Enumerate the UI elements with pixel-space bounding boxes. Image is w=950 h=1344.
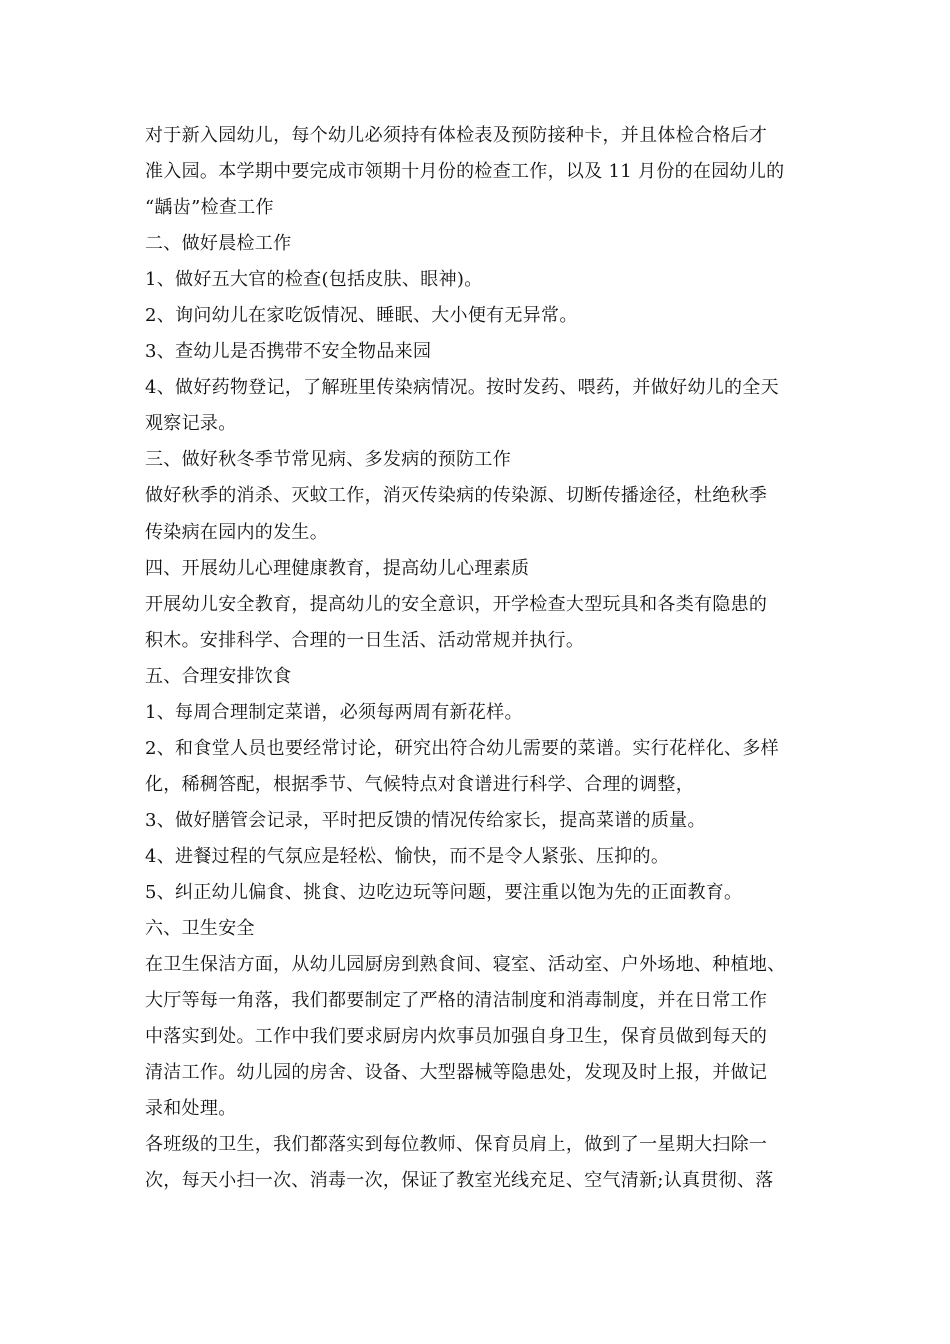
text-line: 开展幼儿安全教育，提高幼儿的安全意识，开学检查大型玩具和各类有隐患的 — [145, 593, 768, 615]
text-line: 化，稀稠答配，根据季节、气候特点对食谱进行科学、合理的调整， — [145, 773, 694, 795]
list-item: 2、和食堂人员也要经常讨论，研究出符合幼儿需要的菜谱。实行花样化、多样 — [145, 737, 779, 759]
text-line: 中落实到处。工作中我们要求厨房内炊事员加强自身卫生，保育员做到每天的 — [145, 1026, 768, 1048]
text-line: 录和处理。 — [145, 1098, 237, 1120]
list-item: 4、进餐过程的气氛应是轻松、愉快，而不是令人紧张、压抑的。 — [145, 845, 670, 867]
text-line: 准入园。本学期中要完成市领期十月份的检查工作，以及 11 月份的在园幼儿的 — [145, 161, 785, 183]
document-body — [145, 118, 825, 1199]
text-line: 做好秋季的消杀、灭蚊工作，消灭传染病的传染源、切断传播途径，杜绝秋季 — [145, 485, 768, 507]
section-heading: 四、开展幼儿心理健康教育，提高幼儿心理素质 — [145, 557, 530, 579]
text-line: 积木。安排科学、合理的一日生活、活动常规并执行。 — [145, 629, 585, 651]
section-heading: 六、卫生安全 — [145, 918, 255, 940]
text-line: 传染病在园内的发生。 — [145, 521, 328, 543]
list-item: 1、做好五大官的检查(包括皮肤、眼神)。 — [145, 269, 483, 291]
text-line: 清洁工作。幼儿园的房舍、设备、大型器械等隐患处，发现及时上报，并做记 — [145, 1062, 768, 1084]
text-line: 各班级的卫生，我们都落实到每位教师、保育员肩上，做到了一星期大扫除一 — [145, 1134, 768, 1156]
list-item: 2、询问幼儿在家吃饭情况、睡眠、大小便有无异常。 — [145, 305, 578, 327]
list-item: 1、每周合理制定菜谱，必须每两周有新花样。 — [145, 701, 523, 723]
list-item: 3、查幼儿是否携带不安全物品来园 — [145, 341, 432, 363]
section-heading: 三、做好秋冬季节常见病、多发病的预防工作 — [145, 449, 511, 471]
text-line: 对于新入园幼儿，每个幼儿必须持有体检表及预防接种卡，并且体检合格后才 — [145, 125, 768, 146]
section-heading: 五、合理安排饮食 — [145, 665, 292, 687]
text-line: 观察记录。 — [145, 413, 237, 435]
text-line: 大厅等每一角落，我们都要制定了严格的清洁制度和消毒制度，并在日常工作 — [145, 990, 768, 1012]
text-line: 在卫生保洁方面，从幼儿园厨房到熟食间、寝室、活动室、户外场地、种植地、 — [145, 954, 786, 976]
text-line: “龋齿”检查工作 — [145, 197, 274, 219]
list-item: 4、做好药物登记，了解班里传染病情况。按时发药、喂药，并做好幼儿的全天 — [145, 377, 779, 399]
section-heading: 二、做好晨检工作 — [145, 233, 292, 255]
list-item: 5、纠正幼儿偏食、挑食、边吃边玩等问题，要注重以饱为先的正面教育。 — [145, 881, 743, 903]
list-item: 3、做好膳管会记录，平时把反馈的情况传给家长，提高菜谱的质量。 — [145, 809, 706, 831]
text-line: 次，每天小扫一次、消毒一次，保证了教室光线充足、空气清新;认真贯彻、落 — [145, 1170, 774, 1192]
